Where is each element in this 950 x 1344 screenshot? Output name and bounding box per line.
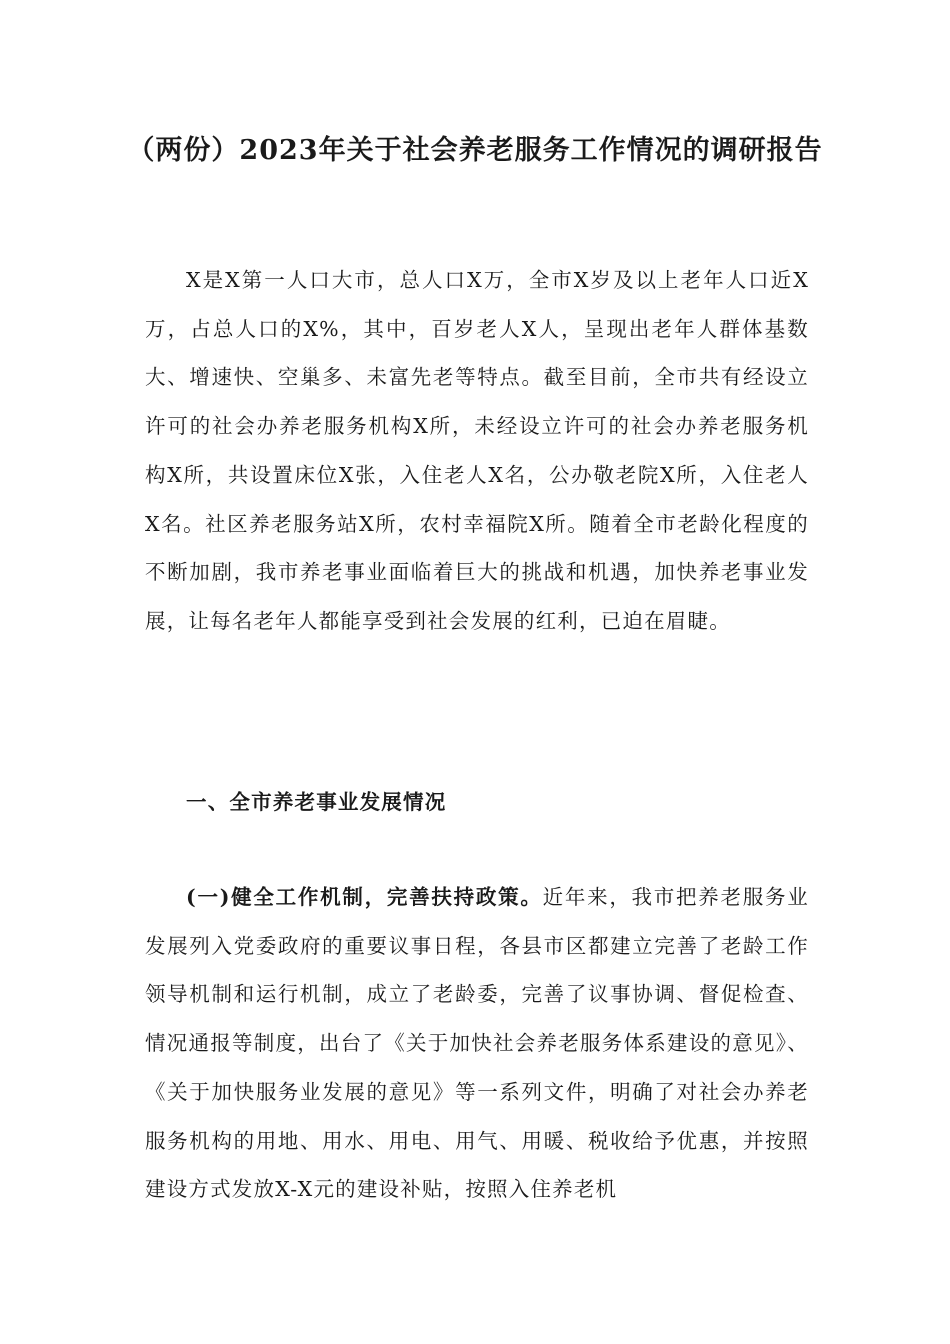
subsection-body: 近年来，我市把养老服务业发展列入党委政府的重要议事日程，各县市区都建立完善了老龄工作领导机制和运行机制，成立了老龄委，完善了议事协调、督促检查、情况通报等制度，出台了《关于加快社会养老服务体系建设的意见》、《关于加快服务业发展的意见》等一系列文件，明确了对社会办养老服务机构的用地、用水、用电、用气、用暖、税收给予优惠，并按照建设方式发放X-X元的建设补贴，按照入住养老机 [145,885,809,1202]
document-title: （两份）2023年关于社会养老服务工作情况的调研报告 [127,135,823,166]
subsection-lead: (一)健全工作机制，完善扶持政策。 [186,885,543,909]
subsection-paragraph [145,873,809,1214]
section-heading: 一、全市养老事业发展情况 [186,790,447,814]
intro-paragraph: X是X第一人口大市，总人口X万，全市X岁及以上老年人口近X万，占总人口的X%，其中，百岁老人X人，呈现出老年人群体基数大、增速快、空巢多、未富先老等特点。截至目前，全市共有经设立许可的社会办养老服务机构X所，未经设立许可的社会办养老服务机构X所，共设置床位X张，入住老人X名，公办敬老院X所，入住老人X名。社区养老服务站X所，农村幸福院X所。随着全市老龄化程度的不断加剧，我市养老事业面临着巨大的挑战和机遇，加快养老事业发展，让每名老年人都能享受到社会发展的红利，已迫在眉睫。 [145,268,809,633]
